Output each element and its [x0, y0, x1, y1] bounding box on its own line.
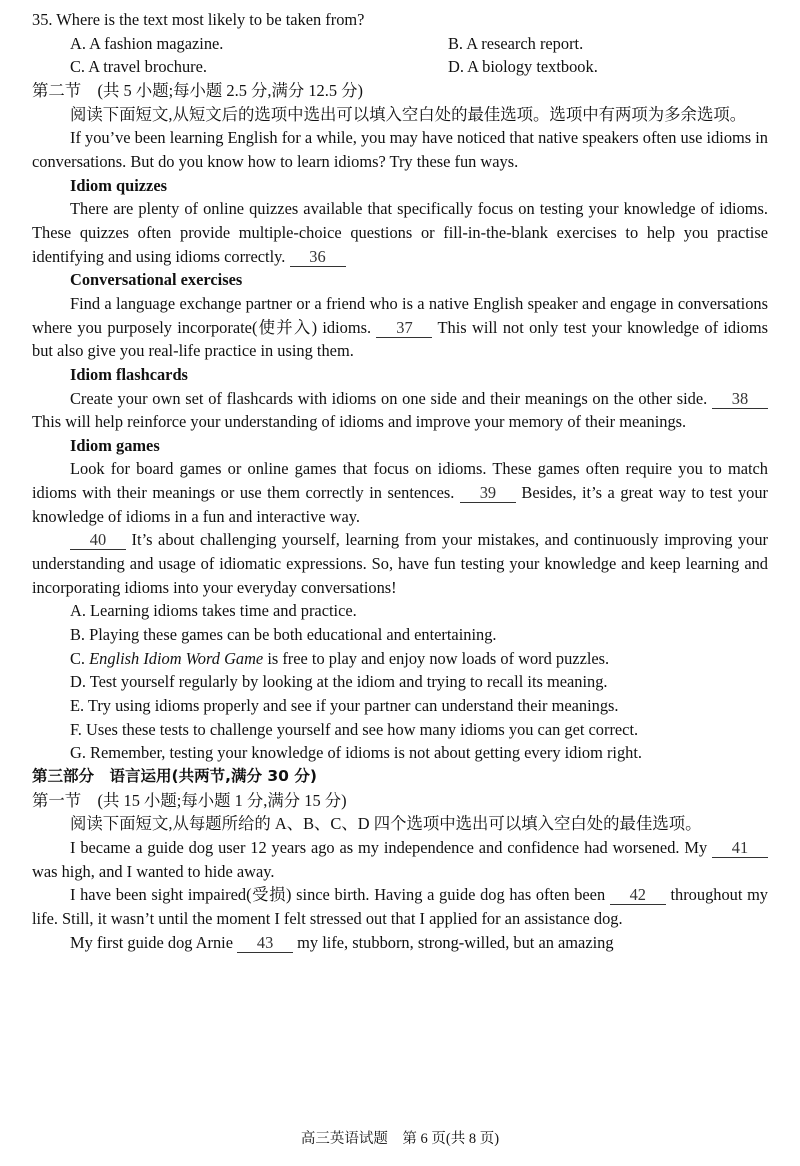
text: Look for board games or online games that focus on idioms. These games often require you to match idioms with their meanings or use them correctly in sentences. [32, 459, 768, 503]
text: G. Remember, testing your knowledge of idioms is not about getting every idiom right. [70, 743, 643, 763]
subheading [70, 268, 768, 292]
paragraph [32, 387, 768, 434]
text: was high, and I wanted to hide away. [32, 861, 275, 881]
text: Idiom quizzes [70, 175, 167, 195]
option-c: C. A travel brochure. [70, 57, 208, 77]
text: I have been sight impaired(受损) since birth. Having a guide dog has often been [70, 885, 610, 905]
text: Idiom games [70, 435, 160, 455]
text: If you’ve been learning English for a while, you may have noticed that native speakers often use idioms in conversations. But do you know how to learn idioms? Try these fun ways. [32, 128, 768, 171]
text: A. Learning idioms takes time and practice. [70, 601, 357, 621]
text: Find a language exchange partner or a friend who is a native English speaker and engage in conversations where you purposely incorporate(使并入) idioms. [32, 293, 768, 337]
option-d: D. A biology textbook. [448, 57, 598, 77]
text: This will help reinforce your understanding of idioms and improve your memory of their meanings. [32, 412, 687, 432]
subheading [70, 434, 768, 458]
answer-option [70, 623, 768, 647]
answer-option [70, 718, 768, 742]
text: My first guide dog Arnie [70, 932, 238, 952]
paragraph [32, 528, 768, 599]
answer-option [70, 599, 768, 623]
paragraph [32, 812, 768, 836]
answer-option [70, 647, 768, 671]
answer-blank-38: 38 [712, 390, 768, 409]
answer-blank-36: 36 [290, 248, 346, 267]
text: 第二节 (共 5 小题;每小题 2.5 分,满分 12.5 分) [32, 80, 363, 100]
answer-option [70, 741, 768, 765]
question-35-options-row1 [32, 32, 768, 56]
text: Idiom flashcards [70, 364, 188, 384]
paragraph [32, 292, 768, 363]
paragraph [32, 126, 768, 173]
part-heading [32, 765, 768, 789]
answer-blank-42: 42 [610, 886, 666, 905]
option-a: A. A fashion magazine. [70, 33, 224, 53]
answer-blank-39: 39 [460, 484, 516, 503]
text: is free to play and enjoy now loads of word puzzles. [263, 648, 610, 668]
paragraph [32, 457, 768, 528]
paragraph [32, 836, 768, 883]
question-35-options-row2 [32, 55, 768, 79]
text: B. Playing these games can be both educational and entertaining. [70, 625, 497, 645]
exam-page [32, 8, 768, 954]
subheading [70, 363, 768, 387]
italic-title: English Idiom Word Game [89, 648, 264, 668]
paragraph [32, 931, 768, 955]
paragraph [32, 103, 768, 127]
section-heading [32, 789, 768, 813]
text: Create your own set of flashcards with idioms on one side and their meanings on the other side. [70, 388, 712, 408]
text: There are plenty of online quizzes available that specifically focus on testing your knowledge of idioms. These quizzes often provide multiple-choice questions or fill-in-the-blank exercises to help you practise identifying and using idioms correctly. [32, 199, 768, 266]
text: 阅读下面短文,从短文后的选项中选出可以填入空白处的最佳选项。选项中有两项为多余选项。 [70, 104, 747, 124]
text: This will not only test your knowledge of idioms but also give you real-life practice in using them. [32, 317, 769, 361]
subheading [70, 174, 768, 198]
text: E. Try using idioms properly and see if your partner can understand their meanings. [70, 696, 619, 716]
paragraph [32, 197, 768, 268]
text: C. [70, 648, 90, 668]
option-b: B. A research report. [448, 33, 584, 53]
text: 阅读下面短文,从每题所给的 A、B、C、D 四个选项中选出可以填入空白处的最佳选项。 [70, 814, 702, 834]
answer-blank-37: 37 [376, 319, 432, 338]
question-35-stem: 35. Where is the text most likely to be taken from? [32, 10, 365, 29]
passage-body [32, 79, 768, 954]
answer-blank-40: 40 [70, 531, 126, 550]
text: It’s about challenging yourself, learning from your mistakes, and continuously improving your understanding and usage of idiomatic expressions. So, have fun testing your knowledge and keep learning and incorporating idioms into your everyday conversations! [32, 530, 768, 597]
answer-option [70, 670, 768, 694]
text: I became a guide dog user 12 years ago as my independence and confidence had worsened. My [70, 837, 712, 857]
text: throughout my life. Still, it wasn’t until the moment I felt stressed out that I applied for an assistance dog. [32, 885, 769, 928]
text: my life, stubborn, strong-willed, but an amazing [293, 932, 614, 952]
text: F. Uses these tests to challenge yourself and see how many idioms you can get correct. [70, 719, 639, 739]
answer-blank-41: 41 [712, 839, 768, 858]
answer-blank-43: 43 [237, 934, 293, 953]
text: 第一节 (共 15 小题;每小题 1 分,满分 15 分) [32, 790, 347, 810]
answer-option [70, 694, 768, 718]
text: Conversational exercises [70, 270, 243, 290]
page-footer: 高三英语试题 第 6 页(共 8 页) [300, 1131, 500, 1147]
paragraph [32, 883, 768, 930]
section-heading [32, 79, 768, 103]
text: 第三部分 语言运用(共两节,满分 30 分) [32, 767, 317, 785]
text: Besides, it’s a great way to test your knowledge of idioms in a fun and interactive way. [32, 483, 768, 526]
text: D. Test yourself regularly by looking at the idiom and trying to recall its meaning. [70, 672, 608, 692]
